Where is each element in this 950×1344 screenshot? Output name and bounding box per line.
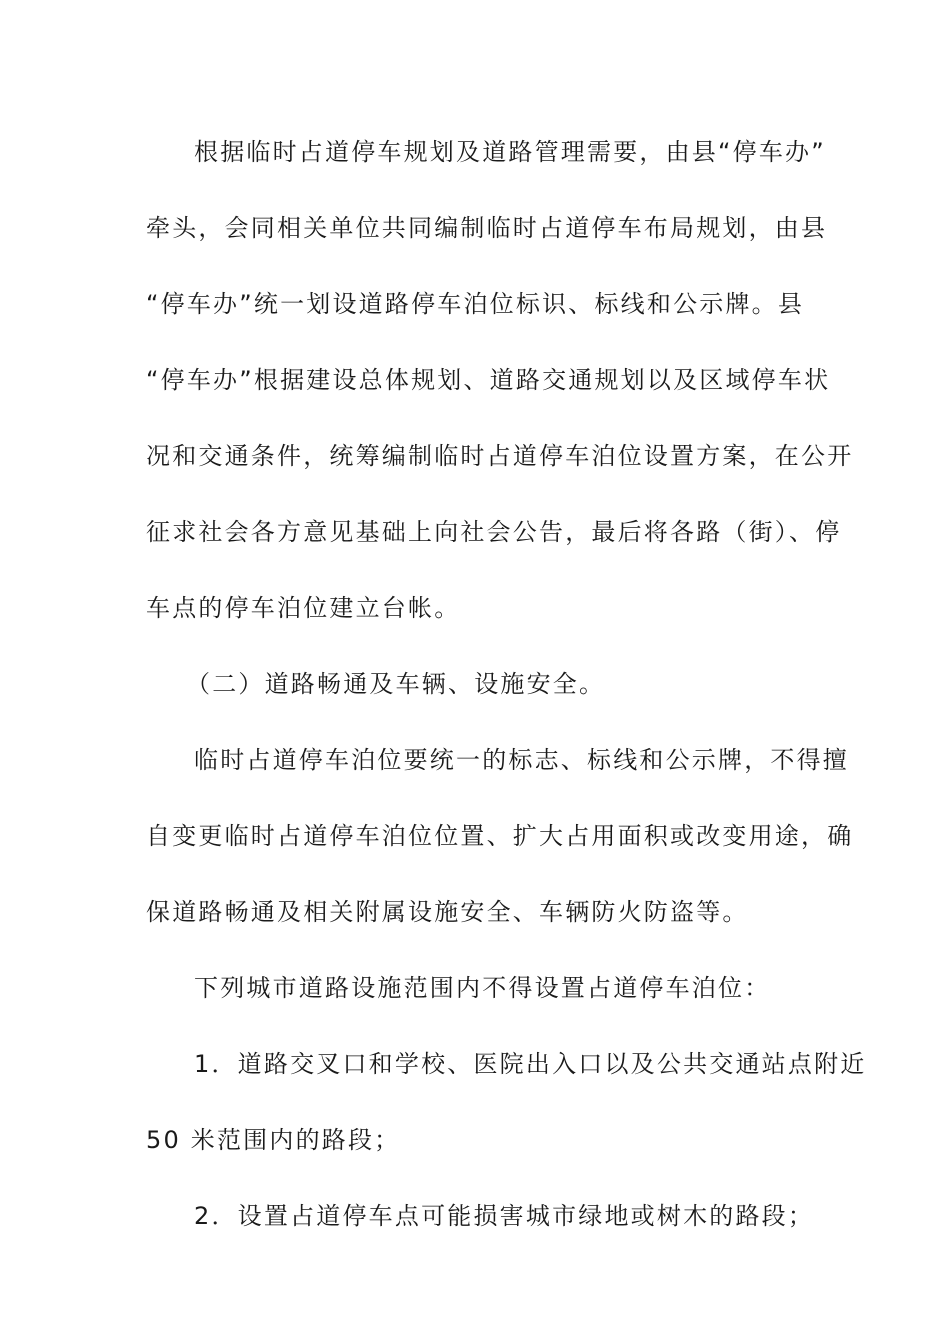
paragraph-line: 牵头，会同相关单位共同编制临时占道停车布局规划，由县 <box>146 214 828 242</box>
list-item-1: 1．道路交叉口和学校、医院出入口以及公共交通站点附近 <box>194 1050 867 1078</box>
list-item-1-continuation: 50 米范围内的路段； <box>146 1126 401 1154</box>
paragraph-line: 保道路畅通及相关附属设施安全、车辆防火防盗等。 <box>146 898 749 926</box>
paragraph-line: 根据临时占道停车规划及道路管理需要，由县“停车办” <box>194 138 826 166</box>
paragraph-line: 下列城市道路设施范围内不得设置占道停车泊位： <box>194 974 771 1002</box>
paragraph-line: 况和交通条件，统筹编制临时占道停车泊位设置方案，在公开 <box>146 442 854 470</box>
paragraph-line: “停车办”统一划设道路停车泊位标识、标线和公示牌。县 <box>146 290 805 318</box>
paragraph-line: 征求社会各方意见基础上向社会公告，最后将各路（街）、停 <box>146 518 842 546</box>
section-heading: （二）道路畅通及车辆、设施安全。 <box>186 670 606 698</box>
list-item-2: 2．设置占道停车点可能损害城市绿地或树木的路段； <box>194 1202 815 1230</box>
paragraph-line: “停车办”根据建设总体规划、道路交通规划以及区域停车状 <box>146 366 831 394</box>
paragraph-line: 临时占道停车泊位要统一的标志、标线和公示牌，不得擅 <box>194 746 849 774</box>
paragraph-line: 自变更临时占道停车泊位位置、扩大占用面积或改变用途，确 <box>146 822 854 850</box>
paragraph-line: 车点的停车泊位建立台帐。 <box>146 594 461 622</box>
